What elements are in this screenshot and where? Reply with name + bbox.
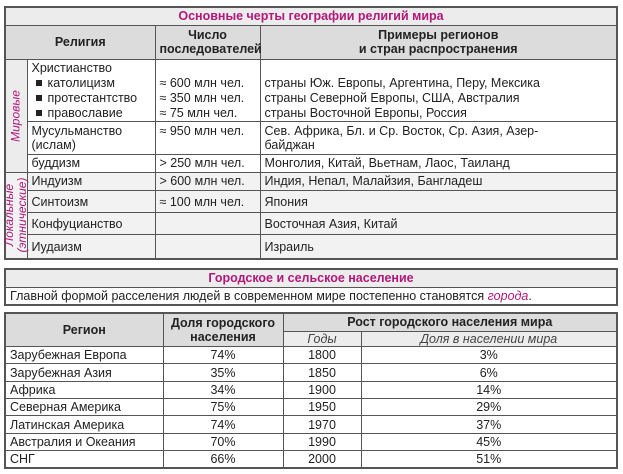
- branch-name: протестантство: [47, 90, 138, 105]
- header-followers: Число последователей: [155, 25, 260, 59]
- branch-item: [32, 106, 151, 121]
- buddhism-name: буддизм: [27, 154, 155, 172]
- buddhism-regions: Монголия, Китай, Вьетнам, Лаос, Таиланд: [260, 154, 617, 172]
- urban-share: 74%: [163, 416, 283, 433]
- region-name: Зарубежная Европа: [5, 347, 163, 364]
- year: 1990: [283, 433, 361, 450]
- local-religion-name: Иудаизм: [27, 235, 155, 259]
- table-row: [5, 347, 617, 364]
- region-name: Австралия и Океания: [5, 433, 163, 450]
- urban-share: 75%: [163, 399, 283, 416]
- urban-text: [5, 287, 617, 305]
- christianity-regions: [260, 59, 617, 121]
- regions-table: [4, 312, 618, 469]
- world-pop-share: 29%: [361, 399, 617, 416]
- table-row: [5, 416, 617, 433]
- table-row: [5, 451, 617, 468]
- local-religion-name: Синтоизм: [27, 190, 155, 212]
- religions-table: [4, 6, 618, 260]
- local-religion-regions: Индия, Непал, Малайзия, Бангладеш: [260, 172, 617, 190]
- header-share: Доля городского населения: [163, 313, 283, 347]
- group-world: [5, 59, 27, 172]
- urban-share: 70%: [163, 433, 283, 450]
- branch-name: православие: [47, 105, 123, 120]
- world-pop-share: 6%: [361, 364, 617, 381]
- world-pop-share: 51%: [361, 451, 617, 468]
- regions-value: страны Юж. Европы, Аргентина, Перу, Мексика: [264, 75, 540, 90]
- local-religion-name: Индуизм: [27, 172, 155, 190]
- local-religion-followers: [155, 213, 260, 235]
- group-world-label: Мировые: [8, 89, 23, 142]
- branch-item: [32, 91, 151, 106]
- urban-share: 34%: [163, 381, 283, 398]
- world-pop-share: 14%: [361, 381, 617, 398]
- local-religion-followers: ≈ 100 млн чел.: [155, 190, 260, 212]
- local-religion-name: Конфуцианство: [27, 213, 155, 235]
- world-pop-share: 37%: [361, 416, 617, 433]
- table-row: [5, 364, 617, 381]
- world-pop-share: 45%: [361, 433, 617, 450]
- header-growth: Рост городского населения мира: [283, 313, 617, 331]
- buddhism-followers: > 250 млн чел.: [155, 154, 260, 172]
- region-name: Зарубежная Азия: [5, 364, 163, 381]
- urban-text-after: .: [528, 288, 532, 303]
- region-name: СНГ: [5, 451, 163, 468]
- islam-name: Мусульманство (ислам): [27, 122, 155, 154]
- header-pop-share: Доля в населении мира: [361, 331, 617, 346]
- urban-share: 74%: [163, 347, 283, 364]
- header-region: Регион: [5, 313, 163, 347]
- branch-name: католицизм: [47, 75, 115, 90]
- table-row: [5, 433, 617, 450]
- urban-title: Городское и сельское население: [5, 269, 617, 287]
- branch-item: [32, 76, 151, 91]
- christianity-name: Христианство: [31, 60, 113, 75]
- group-local: [2, 172, 30, 259]
- followers-value: ≈ 75 млн чел.: [159, 105, 238, 120]
- regions-value: страны Восточной Европы, Россия: [264, 105, 467, 120]
- local-religion-regions: Израиль: [260, 235, 617, 259]
- islam-regions: Сев. Африка, Бл. и Ср. Восток, Ср. Азия, Азер- байджан: [260, 122, 617, 154]
- group-local-label: Локальные (этнические): [2, 177, 30, 253]
- year: 1900: [283, 381, 361, 398]
- year: 1970: [283, 416, 361, 433]
- followers-value: ≈ 350 млн чел.: [159, 90, 245, 105]
- urban-text-before: Главной формой расселения людей в современном мире постепенно становятся: [10, 288, 488, 303]
- urban-table: [4, 268, 618, 306]
- table-row: [5, 399, 617, 416]
- islam-followers: ≈ 950 млн чел.: [155, 122, 260, 154]
- followers-value: ≈ 600 млн чел.: [159, 75, 245, 90]
- year: 2000: [283, 451, 361, 468]
- local-religion-regions: Япония: [260, 190, 617, 212]
- christianity-followers: [155, 59, 260, 121]
- region-name: Латинская Америка: [5, 416, 163, 433]
- religions-title: Основные черты географии религий мира: [5, 7, 617, 25]
- local-religion-followers: > 600 млн чел.: [155, 172, 260, 190]
- urban-highlight: города: [487, 288, 529, 303]
- region-name: Северная Америка: [5, 399, 163, 416]
- header-years: Годы: [283, 331, 361, 346]
- table-row: [5, 381, 617, 398]
- region-name: Африка: [5, 381, 163, 398]
- year: 1950: [283, 399, 361, 416]
- header-regions: Примеры регионов и стран распространения: [260, 25, 617, 59]
- local-religion-regions: Восточная Азия, Китай: [260, 213, 617, 235]
- header-religion: Религия: [5, 25, 155, 59]
- world-pop-share: 3%: [361, 347, 617, 364]
- local-religion-followers: [155, 235, 260, 259]
- urban-share: 66%: [163, 451, 283, 468]
- regions-value: страны Северной Европы, США, Австралия: [264, 90, 520, 105]
- year: 1850: [283, 364, 361, 381]
- year: 1800: [283, 347, 361, 364]
- christianity-cell: [27, 59, 155, 121]
- urban-share: 35%: [163, 364, 283, 381]
